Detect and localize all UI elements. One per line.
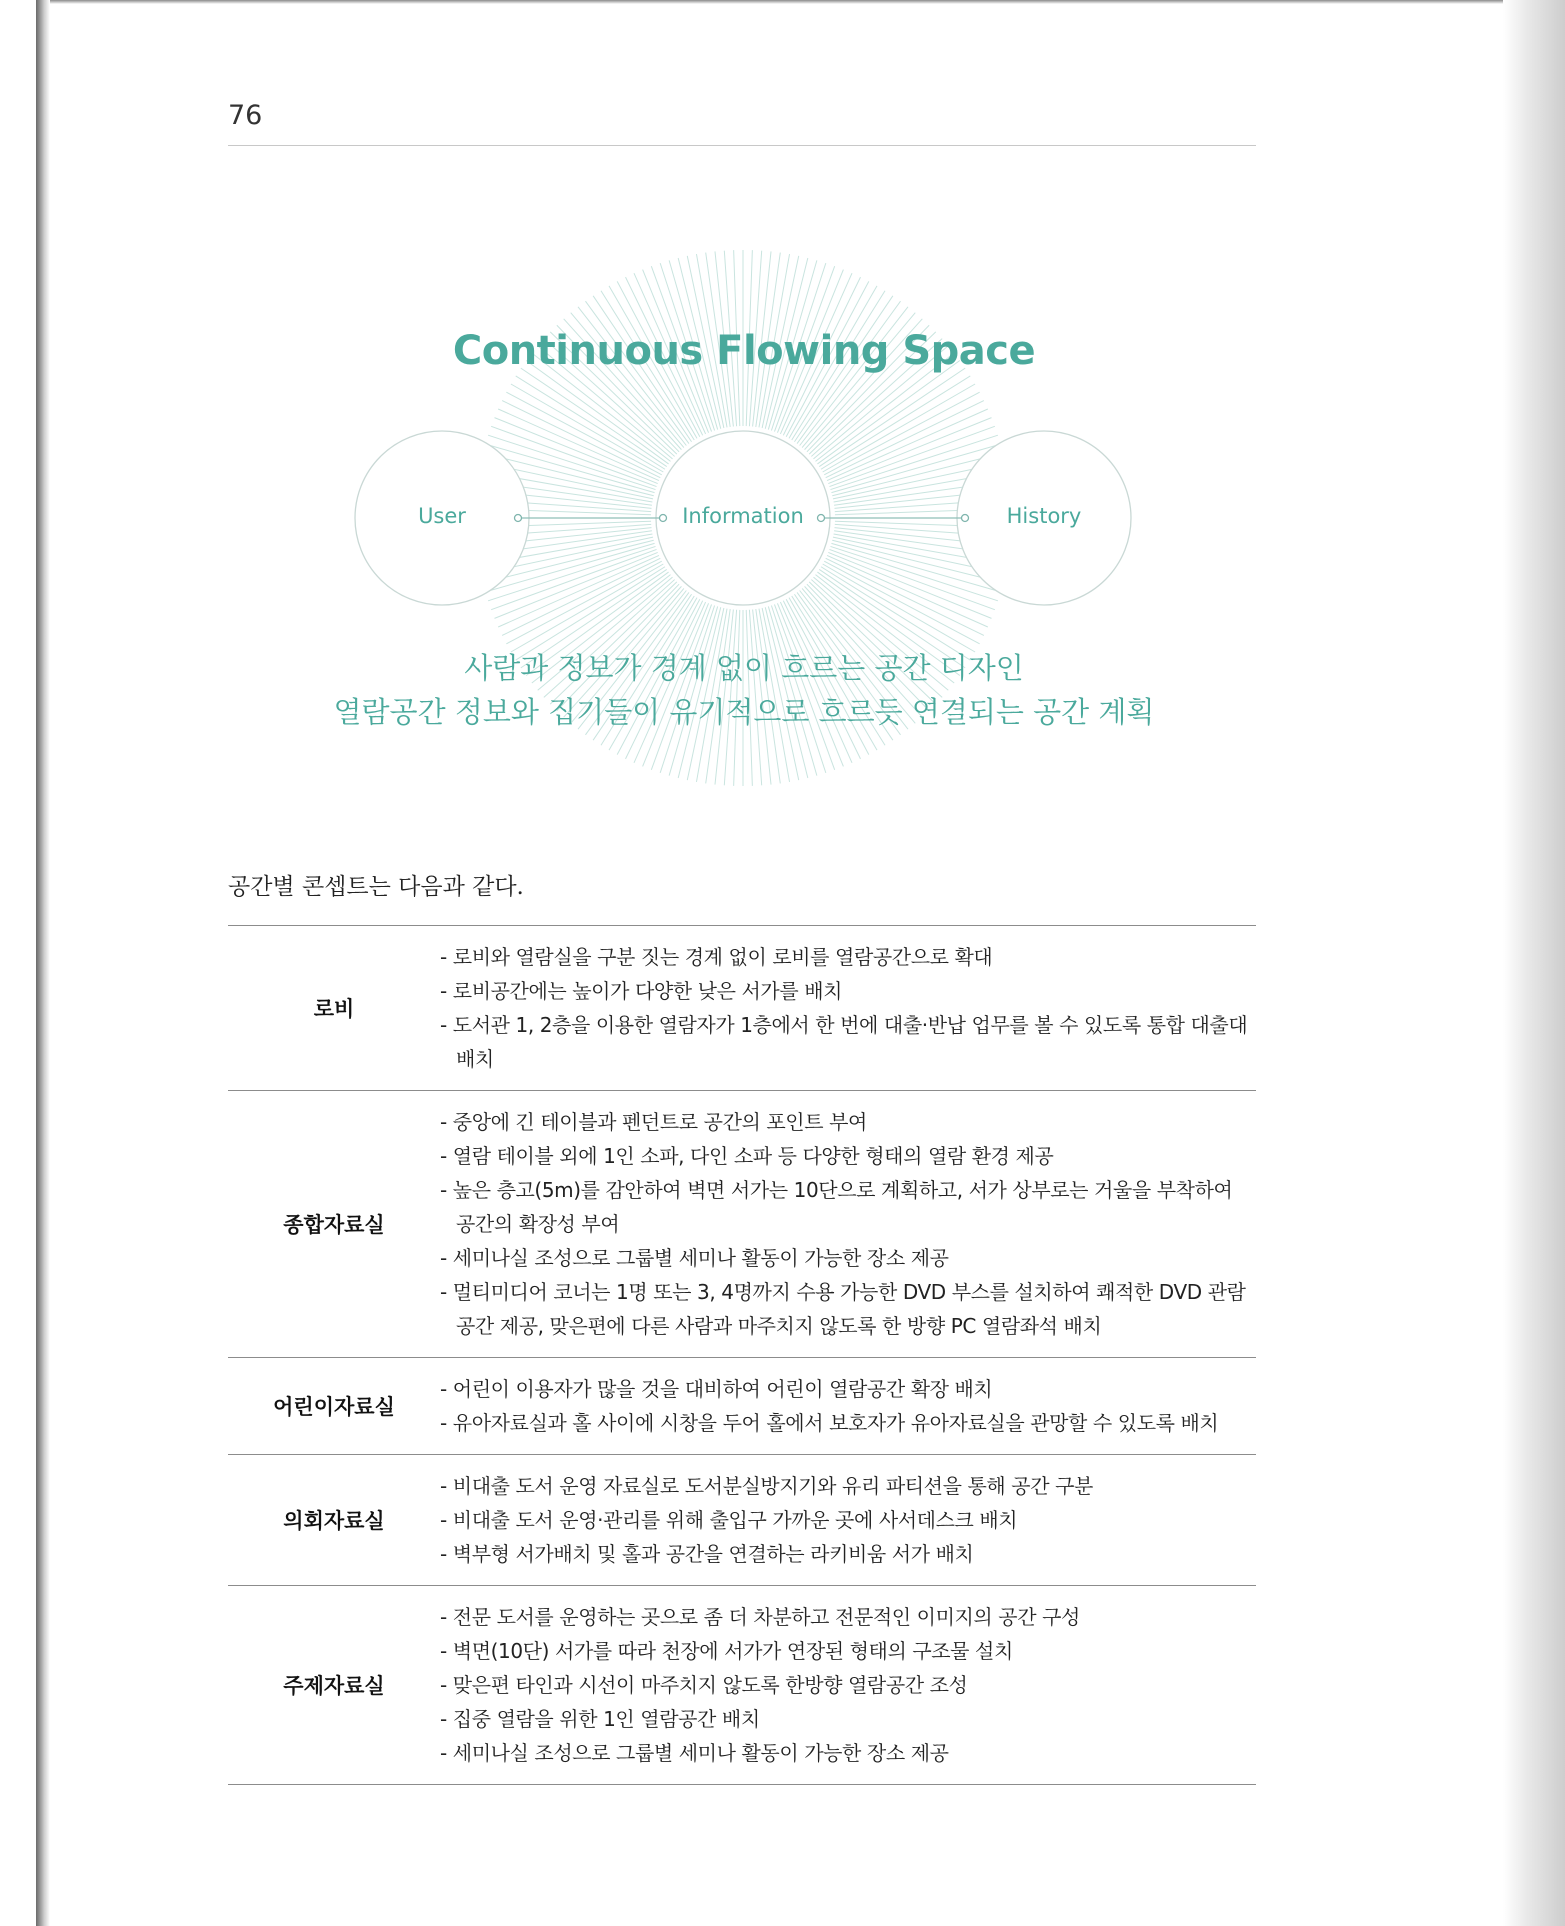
list-item: - 벽면(10단) 서가를 따라 천장에 서가가 연장된 형태의 구조물 설치 xyxy=(440,1639,1013,1663)
list-item: - 도서관 1, 2층을 이용한 열람자가 1층에서 한 번에 대출·반납 업무를 볼 수 있도록 통합 대출대 배치 xyxy=(440,1013,1248,1071)
burst-ray xyxy=(828,552,991,618)
node-label-information: Information xyxy=(682,504,804,528)
list-item: - 전문 도서를 운영하는 곳으로 좀 더 차분하고 전문적인 이미지의 공간 구성 xyxy=(440,1605,1080,1629)
table-row xyxy=(228,1358,1256,1455)
burst-ray xyxy=(506,561,661,644)
list-item: - 중앙에 긴 테이블과 펜던트로 공간의 포인트 부여 xyxy=(440,1110,867,1134)
list-item: - 로비공간에는 높이가 다양한 낮은 서가를 배치 xyxy=(440,979,843,1003)
list-item: - 멀티미디어 코너는 1명 또는 3, 4명까지 수용 가능한 DVD 부스를 설치하여 쾌적한 DVD 관람 공간 제공, 맞은편에 다른 사람과 마주치지 않도록 한 방향 PC 열람좌석 배치 xyxy=(440,1280,1246,1338)
list-item: - 비대출 도서 운영 자료실로 도서분실방지기와 유리 파티션을 통해 공간 구분 xyxy=(440,1474,1093,1498)
item-list xyxy=(440,1600,1256,1770)
burst-ray xyxy=(828,418,991,484)
space-concept-table xyxy=(228,925,1256,1785)
node-label-user: User xyxy=(418,504,466,528)
diagram-subtitle-line-2: 열람공간 정보와 집기들이 유기적으로 흐르듯 연결되는 공간 계획 xyxy=(333,695,1155,729)
list-item: - 집중 열람을 위한 1인 열람공간 배치 xyxy=(440,1707,760,1731)
burst-ray xyxy=(495,418,658,484)
burst-ray xyxy=(506,392,661,475)
diagram-subtitle-line-1: 사람과 정보가 경계 없이 흐르는 공간 디자인 xyxy=(464,651,1024,685)
diagram-title: Continuous Flowing Space xyxy=(452,328,1036,374)
list-item: - 세미나실 조성으로 그룹별 세미나 활동이 가능한 장소 제공 xyxy=(440,1246,949,1270)
burst-ray xyxy=(824,392,979,475)
space-items-cell xyxy=(440,926,1256,1091)
list-item: - 높은 층고(5m)를 감안하여 벽면 서가는 10단으로 계획하고, 서가 상부로는 거울을 부착하여 공간의 확장성 부여 xyxy=(440,1178,1233,1236)
item-list xyxy=(440,1105,1256,1343)
list-item: - 어린이 이용자가 많을 것을 대비하여 어린이 열람공간 확장 배치 xyxy=(440,1377,993,1401)
item-list xyxy=(440,1469,1256,1571)
space-name: 로비 xyxy=(228,926,440,1091)
item-list xyxy=(440,940,1256,1076)
burst-ray xyxy=(511,564,663,652)
burst-ray xyxy=(823,564,975,652)
table-row xyxy=(228,1586,1256,1785)
burst-ray xyxy=(511,384,663,472)
space-items-cell xyxy=(440,1091,1256,1358)
intro-text: 공간별 콘셉트는 다음과 같다. xyxy=(228,874,524,900)
list-item: - 세미나실 조성으로 그룹별 세미나 활동이 가능한 장소 제공 xyxy=(440,1741,949,1765)
burst-ray xyxy=(823,384,975,472)
list-item: - 유아자료실과 홀 사이에 시창을 두어 홀에서 보호자가 유아자료실을 관망할 수 있도록 배치 xyxy=(440,1411,1219,1435)
space-name: 의회자료실 xyxy=(228,1455,440,1586)
table-row xyxy=(228,926,1256,1091)
space-items-cell xyxy=(440,1358,1256,1455)
burst-ray xyxy=(495,552,658,618)
table-row xyxy=(228,1455,1256,1586)
burst-ray xyxy=(824,561,979,644)
list-item: - 맞은편 타인과 시선이 마주치지 않도록 한방향 열람공간 조성 xyxy=(440,1673,968,1697)
space-name: 종합자료실 xyxy=(228,1091,440,1358)
item-list xyxy=(440,1372,1256,1440)
node-label-history: History xyxy=(1006,504,1082,528)
space-items-cell xyxy=(440,1586,1256,1785)
list-item: - 열람 테이블 외에 1인 소파, 다인 소파 등 다양한 형태의 열람 환경 제공 xyxy=(440,1144,1054,1168)
list-item: - 비대출 도서 운영·관리를 위해 출입구 가까운 곳에 사서데스크 배치 xyxy=(440,1508,1018,1532)
list-item: - 로비와 열람실을 구분 짓는 경계 없이 로비를 열람공간으로 확대 xyxy=(440,945,993,969)
table-row xyxy=(228,1091,1256,1358)
list-item: - 벽부형 서가배치 및 홀과 공간을 연결하는 라키비움 서가 배치 xyxy=(440,1542,974,1566)
space-name: 어린이자료실 xyxy=(228,1358,440,1455)
page-number: 76 xyxy=(228,100,263,131)
concept-diagram xyxy=(0,0,1565,900)
space-items-cell xyxy=(440,1455,1256,1586)
space-name: 주제자료실 xyxy=(228,1586,440,1785)
diagram-graphics xyxy=(0,0,1565,900)
